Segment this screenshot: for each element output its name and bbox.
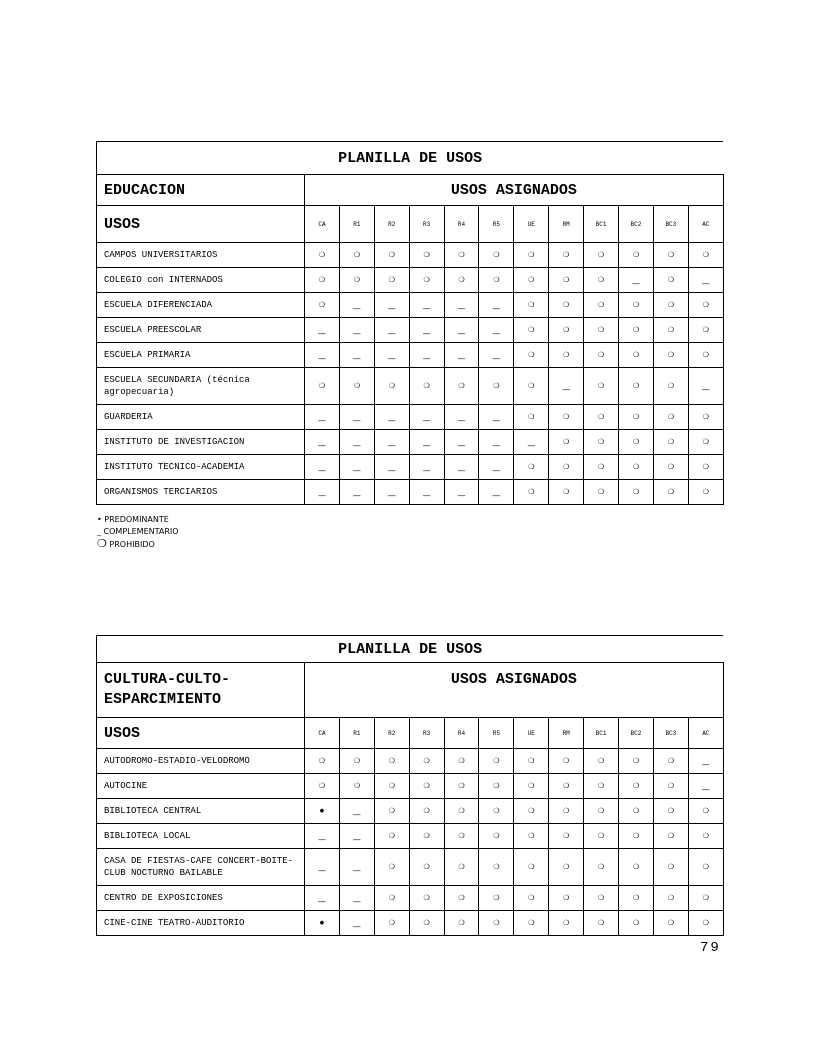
prohibido-mark: ❍	[444, 911, 479, 936]
row-label: CENTRO DE EXPOSICIONES	[97, 886, 305, 911]
prohibido-mark: ❍	[584, 268, 619, 293]
prohibido-mark: ❍	[305, 749, 340, 774]
prohibido-mark: ❍	[479, 749, 514, 774]
zone-header-row	[97, 718, 724, 749]
row-label: ESCUELA SECUNDARIA (técnica agropecuaria)	[97, 368, 305, 405]
prohibido-mark: ❍	[305, 243, 340, 268]
prohibido-mark: ❍	[549, 268, 584, 293]
prohibido-mark: ❍	[479, 824, 514, 849]
complementario-mark: _	[688, 774, 723, 799]
table-row	[97, 455, 724, 480]
zone-header-rm: RM	[549, 206, 584, 243]
prohibido-mark: ❍	[549, 243, 584, 268]
complementario-mark: _	[339, 480, 374, 505]
prohibido-mark: ❍	[514, 824, 549, 849]
row-label: AUTOCINE	[97, 774, 305, 799]
prohibido-mark: ❍	[444, 799, 479, 824]
legend	[97, 514, 179, 550]
complementario-mark: _	[339, 911, 374, 936]
prohibido-mark: ❍	[619, 749, 654, 774]
prohibido-mark: ❍	[688, 911, 723, 936]
prohibido-mark: ❍	[688, 343, 723, 368]
prohibido-mark: ❍	[444, 268, 479, 293]
prohibido-mark: ❍	[514, 343, 549, 368]
prohibido-mark: ❍	[444, 886, 479, 911]
prohibido-mark: ❍	[444, 774, 479, 799]
prohibido-mark: ❍	[444, 849, 479, 886]
prohibido-mark: ❍	[514, 268, 549, 293]
complementario-mark: _	[514, 430, 549, 455]
prohibido-mark: ❍	[653, 480, 688, 505]
prohibido-mark: ❍	[339, 368, 374, 405]
prohibido-mark: ❍	[409, 849, 444, 886]
zone-header-ue: UE	[514, 206, 549, 243]
table-row	[97, 886, 724, 911]
prohibido-mark: ❍	[514, 749, 549, 774]
prohibido-mark: ❍	[688, 318, 723, 343]
prohibido-mark: ❍	[549, 318, 584, 343]
prohibido-mark: ❍	[549, 774, 584, 799]
zone-header-bc3: BC3	[653, 206, 688, 243]
prohibido-mark: ❍	[514, 849, 549, 886]
table-row	[97, 824, 724, 849]
prohibido-mark: ❍	[688, 480, 723, 505]
prohibido-mark: ❍	[305, 268, 340, 293]
prohibido-mark: ❍	[549, 749, 584, 774]
prohibido-mark: ❍	[584, 749, 619, 774]
complementario-mark: _	[444, 293, 479, 318]
complementario-mark: _	[339, 405, 374, 430]
row-label: BIBLIOTECA LOCAL	[97, 824, 305, 849]
prohibido-mark: ❍	[479, 911, 514, 936]
complementario-mark: _	[409, 480, 444, 505]
prohibido-mark: ❍	[584, 293, 619, 318]
prohibido-mark: ❍	[374, 774, 409, 799]
prohibido-mark: ❍	[444, 749, 479, 774]
table-body	[97, 243, 724, 505]
legend-symbol: _	[97, 527, 101, 536]
row-label: INSTITUTO DE INVESTIGACION	[97, 430, 305, 455]
complementario-mark: _	[339, 343, 374, 368]
prohibido-mark: ❍	[653, 455, 688, 480]
complementario-mark: _	[479, 318, 514, 343]
prohibido-mark: ❍	[549, 343, 584, 368]
complementario-mark: _	[688, 749, 723, 774]
complementario-mark: _	[305, 824, 340, 849]
complementario-mark: _	[409, 293, 444, 318]
prohibido-mark: ❍	[339, 749, 374, 774]
zone-header-r3: R3	[409, 206, 444, 243]
prohibido-mark: ❍	[514, 774, 549, 799]
prohibido-mark: ❍	[619, 293, 654, 318]
prohibido-mark: ❍	[305, 774, 340, 799]
prohibido-mark: ❍	[653, 824, 688, 849]
legend-text: PROHIBIDO	[109, 540, 155, 549]
complementario-mark: _	[339, 886, 374, 911]
prohibido-mark: ❍	[514, 886, 549, 911]
zone-header-bc3: BC3	[653, 718, 688, 749]
table-title: PLANILLA DE USOS	[97, 636, 724, 663]
prohibido-mark: ❍	[688, 405, 723, 430]
complementario-mark: _	[479, 430, 514, 455]
prohibido-mark: ❍	[688, 243, 723, 268]
prohibido-mark: ❍	[374, 799, 409, 824]
predominante-mark: •	[305, 799, 340, 824]
prohibido-mark: ❍	[619, 318, 654, 343]
row-label: ORGANISMOS TERCIARIOS	[97, 480, 305, 505]
prohibido-mark: ❍	[653, 318, 688, 343]
prohibido-mark: ❍	[409, 886, 444, 911]
table-category-row	[97, 663, 724, 718]
prohibido-mark: ❍	[409, 749, 444, 774]
row-label: ESCUELA PRIMARIA	[97, 343, 305, 368]
row-label: CASA DE FIESTAS-CAFE CONCERT-BOITE-CLUB NOCTURNO BAILABLE	[97, 849, 305, 886]
table-row	[97, 343, 724, 368]
row-label: INSTITUTO TECNICO-ACADEMIA	[97, 455, 305, 480]
prohibido-mark: ❍	[514, 405, 549, 430]
prohibido-mark: ❍	[653, 886, 688, 911]
usos-header: USOS	[97, 718, 305, 749]
prohibido-mark: ❍	[653, 243, 688, 268]
prohibido-mark: ❍	[514, 368, 549, 405]
prohibido-mark: ❍	[653, 749, 688, 774]
table-row	[97, 405, 724, 430]
complementario-mark: _	[409, 430, 444, 455]
zone-header-r5: R5	[479, 206, 514, 243]
row-label: ESCUELA DIFERENCIADA	[97, 293, 305, 318]
complementario-mark: _	[479, 343, 514, 368]
zone-header-ca: CA	[305, 206, 340, 243]
prohibido-mark: ❍	[619, 849, 654, 886]
row-label: BIBLIOTECA CENTRAL	[97, 799, 305, 824]
zone-header-r1: R1	[339, 206, 374, 243]
prohibido-mark: ❍	[688, 799, 723, 824]
complementario-mark: _	[339, 430, 374, 455]
prohibido-mark: ❍	[374, 749, 409, 774]
prohibido-mark: ❍	[479, 243, 514, 268]
complementario-mark: _	[374, 293, 409, 318]
table-row	[97, 849, 724, 886]
complementario-mark: _	[479, 455, 514, 480]
prohibido-mark: ❍	[619, 343, 654, 368]
prohibido-mark: ❍	[374, 849, 409, 886]
complementario-mark: _	[305, 405, 340, 430]
prohibido-mark: ❍	[688, 824, 723, 849]
complementario-mark: _	[444, 318, 479, 343]
prohibido-mark: ❍	[584, 430, 619, 455]
prohibido-mark: ❍	[584, 243, 619, 268]
prohibido-mark: ❍	[409, 368, 444, 405]
row-label: CINE-CINE TEATRO-AUDITORIO	[97, 911, 305, 936]
zone-header-bc2: BC2	[619, 718, 654, 749]
table-title-row	[97, 142, 724, 175]
page-number: 79	[700, 940, 721, 956]
table-row	[97, 480, 724, 505]
prohibido-mark: ❍	[479, 368, 514, 405]
prohibido-mark: ❍	[339, 268, 374, 293]
complementario-mark: _	[374, 343, 409, 368]
row-label: COLEGIO con INTERNADOS	[97, 268, 305, 293]
category-label: EDUCACION	[97, 175, 305, 206]
prohibido-mark: ❍	[653, 774, 688, 799]
zone-header-bc2: BC2	[619, 206, 654, 243]
prohibido-mark: ❍	[479, 886, 514, 911]
prohibido-mark: ❍	[584, 455, 619, 480]
category-line-1: CULTURA-CULTO-	[104, 671, 231, 688]
legend-symbol: •	[97, 515, 102, 524]
prohibido-mark: ❍	[584, 368, 619, 405]
prohibido-mark: ❍	[619, 824, 654, 849]
prohibido-mark: ❍	[549, 480, 584, 505]
prohibido-mark: ❍	[619, 368, 654, 405]
complementario-mark: _	[688, 368, 723, 405]
complementario-mark: _	[549, 368, 584, 405]
complementario-mark: _	[409, 455, 444, 480]
prohibido-mark: ❍	[619, 774, 654, 799]
prohibido-mark: ❍	[584, 824, 619, 849]
planilla-cultura-table	[96, 635, 724, 936]
prohibido-mark: ❍	[688, 293, 723, 318]
prohibido-mark: ❍	[549, 455, 584, 480]
prohibido-mark: ❍	[479, 268, 514, 293]
prohibido-mark: ❍	[688, 886, 723, 911]
prohibido-mark: ❍	[549, 430, 584, 455]
table-row	[97, 293, 724, 318]
legend-text: COMPLEMENTARIO	[103, 527, 179, 536]
prohibido-mark: ❍	[549, 824, 584, 849]
prohibido-mark: ❍	[688, 430, 723, 455]
complementario-mark: _	[339, 455, 374, 480]
zone-header-ac: AC	[688, 718, 723, 749]
prohibido-mark: ❍	[653, 911, 688, 936]
prohibido-mark: ❍	[374, 268, 409, 293]
prohibido-mark: ❍	[549, 911, 584, 936]
complementario-mark: _	[374, 318, 409, 343]
legend-item-complementario	[97, 526, 179, 538]
table-row	[97, 911, 724, 936]
table-category-row	[97, 175, 724, 206]
complementario-mark: _	[374, 455, 409, 480]
prohibido-mark: ❍	[584, 343, 619, 368]
complementario-mark: _	[479, 405, 514, 430]
prohibido-mark: ❍	[374, 368, 409, 405]
prohibido-mark: ❍	[409, 243, 444, 268]
prohibido-mark: ❍	[653, 293, 688, 318]
complementario-mark: _	[444, 430, 479, 455]
table-row	[97, 430, 724, 455]
usos-asignados-header: USOS ASIGNADOS	[305, 663, 724, 718]
usos-header: USOS	[97, 206, 305, 243]
prohibido-mark: ❍	[688, 455, 723, 480]
prohibido-mark: ❍	[549, 886, 584, 911]
prohibido-mark: ❍	[409, 268, 444, 293]
prohibido-mark: ❍	[584, 318, 619, 343]
planilla-educacion-table	[96, 141, 724, 505]
usos-asignados-header: USOS ASIGNADOS	[305, 175, 724, 206]
prohibido-mark: ❍	[339, 774, 374, 799]
prohibido-mark: ❍	[549, 293, 584, 318]
zone-header-r2: R2	[374, 206, 409, 243]
zone-header-r2: R2	[374, 718, 409, 749]
complementario-mark: _	[619, 268, 654, 293]
prohibido-mark: ❍	[653, 849, 688, 886]
complementario-mark: _	[339, 824, 374, 849]
zone-header-rm: RM	[549, 718, 584, 749]
prohibido-mark: ❍	[653, 799, 688, 824]
complementario-mark: _	[339, 799, 374, 824]
prohibido-mark: ❍	[653, 268, 688, 293]
prohibido-mark: ❍	[305, 368, 340, 405]
legend-item-predominante	[97, 514, 179, 526]
category-label	[97, 663, 305, 718]
zone-header-bc1: BC1	[584, 206, 619, 243]
prohibido-mark: ❍	[653, 405, 688, 430]
complementario-mark: _	[374, 405, 409, 430]
prohibido-mark: ❍	[549, 405, 584, 430]
zone-header-row	[97, 206, 724, 243]
prohibido-mark: ❍	[549, 849, 584, 886]
complementario-mark: _	[305, 318, 340, 343]
prohibido-mark: ❍	[619, 911, 654, 936]
prohibido-mark: ❍	[584, 911, 619, 936]
prohibido-mark: ❍	[619, 455, 654, 480]
prohibido-mark: ❍	[409, 799, 444, 824]
complementario-mark: _	[339, 849, 374, 886]
table-title-row	[97, 636, 724, 663]
prohibido-mark: ❍	[374, 824, 409, 849]
complementario-mark: _	[688, 268, 723, 293]
legend-symbol: ❍	[97, 537, 107, 550]
prohibido-mark: ❍	[688, 849, 723, 886]
prohibido-mark: ❍	[549, 799, 584, 824]
prohibido-mark: ❍	[653, 343, 688, 368]
complementario-mark: _	[305, 480, 340, 505]
complementario-mark: _	[479, 480, 514, 505]
complementario-mark: _	[374, 430, 409, 455]
table-body	[97, 749, 724, 936]
prohibido-mark: ❍	[479, 774, 514, 799]
row-label: ESCUELA PREESCOLAR	[97, 318, 305, 343]
complementario-mark: _	[305, 886, 340, 911]
legend-item-prohibido	[97, 538, 179, 550]
prohibido-mark: ❍	[619, 405, 654, 430]
complementario-mark: _	[409, 343, 444, 368]
zone-header-r4: R4	[444, 206, 479, 243]
legend-text: PREDOMINANTE	[104, 515, 169, 524]
prohibido-mark: ❍	[305, 293, 340, 318]
complementario-mark: _	[444, 455, 479, 480]
row-label: CAMPOS UNIVERSITARIOS	[97, 243, 305, 268]
table-row	[97, 268, 724, 293]
prohibido-mark: ❍	[514, 799, 549, 824]
row-label: AUTODROMO-ESTADIO-VELODROMO	[97, 749, 305, 774]
complementario-mark: _	[305, 343, 340, 368]
category-line-2: ESPARCIMIENTO	[104, 691, 222, 708]
zone-header-ue: UE	[514, 718, 549, 749]
prohibido-mark: ❍	[619, 243, 654, 268]
prohibido-mark: ❍	[479, 849, 514, 886]
row-label: GUARDERIA	[97, 405, 305, 430]
table-row	[97, 774, 724, 799]
prohibido-mark: ❍	[584, 405, 619, 430]
table-row	[97, 749, 724, 774]
prohibido-mark: ❍	[584, 774, 619, 799]
zone-header-ac: AC	[688, 206, 723, 243]
table-row	[97, 368, 724, 405]
complementario-mark: _	[479, 293, 514, 318]
prohibido-mark: ❍	[409, 774, 444, 799]
complementario-mark: _	[305, 455, 340, 480]
complementario-mark: _	[444, 405, 479, 430]
prohibido-mark: ❍	[584, 849, 619, 886]
prohibido-mark: ❍	[514, 480, 549, 505]
prohibido-mark: ❍	[653, 430, 688, 455]
prohibido-mark: ❍	[479, 799, 514, 824]
table-row	[97, 799, 724, 824]
complementario-mark: _	[409, 405, 444, 430]
prohibido-mark: ❍	[619, 799, 654, 824]
complementario-mark: _	[444, 480, 479, 505]
complementario-mark: _	[305, 430, 340, 455]
table-title: PLANILLA DE USOS	[97, 142, 724, 175]
prohibido-mark: ❍	[514, 293, 549, 318]
prohibido-mark: ❍	[374, 886, 409, 911]
complementario-mark: _	[444, 343, 479, 368]
prohibido-mark: ❍	[409, 824, 444, 849]
prohibido-mark: ❍	[619, 886, 654, 911]
table-row	[97, 318, 724, 343]
prohibido-mark: ❍	[374, 243, 409, 268]
table-row	[97, 243, 724, 268]
zone-header-r3: R3	[409, 718, 444, 749]
prohibido-mark: ❍	[514, 243, 549, 268]
prohibido-mark: ❍	[339, 243, 374, 268]
prohibido-mark: ❍	[653, 368, 688, 405]
complementario-mark: _	[339, 293, 374, 318]
complementario-mark: _	[339, 318, 374, 343]
prohibido-mark: ❍	[619, 430, 654, 455]
prohibido-mark: ❍	[584, 480, 619, 505]
prohibido-mark: ❍	[514, 455, 549, 480]
zone-header-r5: R5	[479, 718, 514, 749]
predominante-mark: •	[305, 911, 340, 936]
zone-header-bc1: BC1	[584, 718, 619, 749]
prohibido-mark: ❍	[514, 911, 549, 936]
zone-header-r4: R4	[444, 718, 479, 749]
complementario-mark: _	[409, 318, 444, 343]
prohibido-mark: ❍	[444, 824, 479, 849]
prohibido-mark: ❍	[409, 911, 444, 936]
prohibido-mark: ❍	[619, 480, 654, 505]
complementario-mark: _	[305, 849, 340, 886]
prohibido-mark: ❍	[444, 243, 479, 268]
prohibido-mark: ❍	[584, 799, 619, 824]
zone-header-r1: R1	[339, 718, 374, 749]
prohibido-mark: ❍	[374, 911, 409, 936]
prohibido-mark: ❍	[444, 368, 479, 405]
zone-header-ca: CA	[305, 718, 340, 749]
prohibido-mark: ❍	[514, 318, 549, 343]
prohibido-mark: ❍	[584, 886, 619, 911]
complementario-mark: _	[374, 480, 409, 505]
